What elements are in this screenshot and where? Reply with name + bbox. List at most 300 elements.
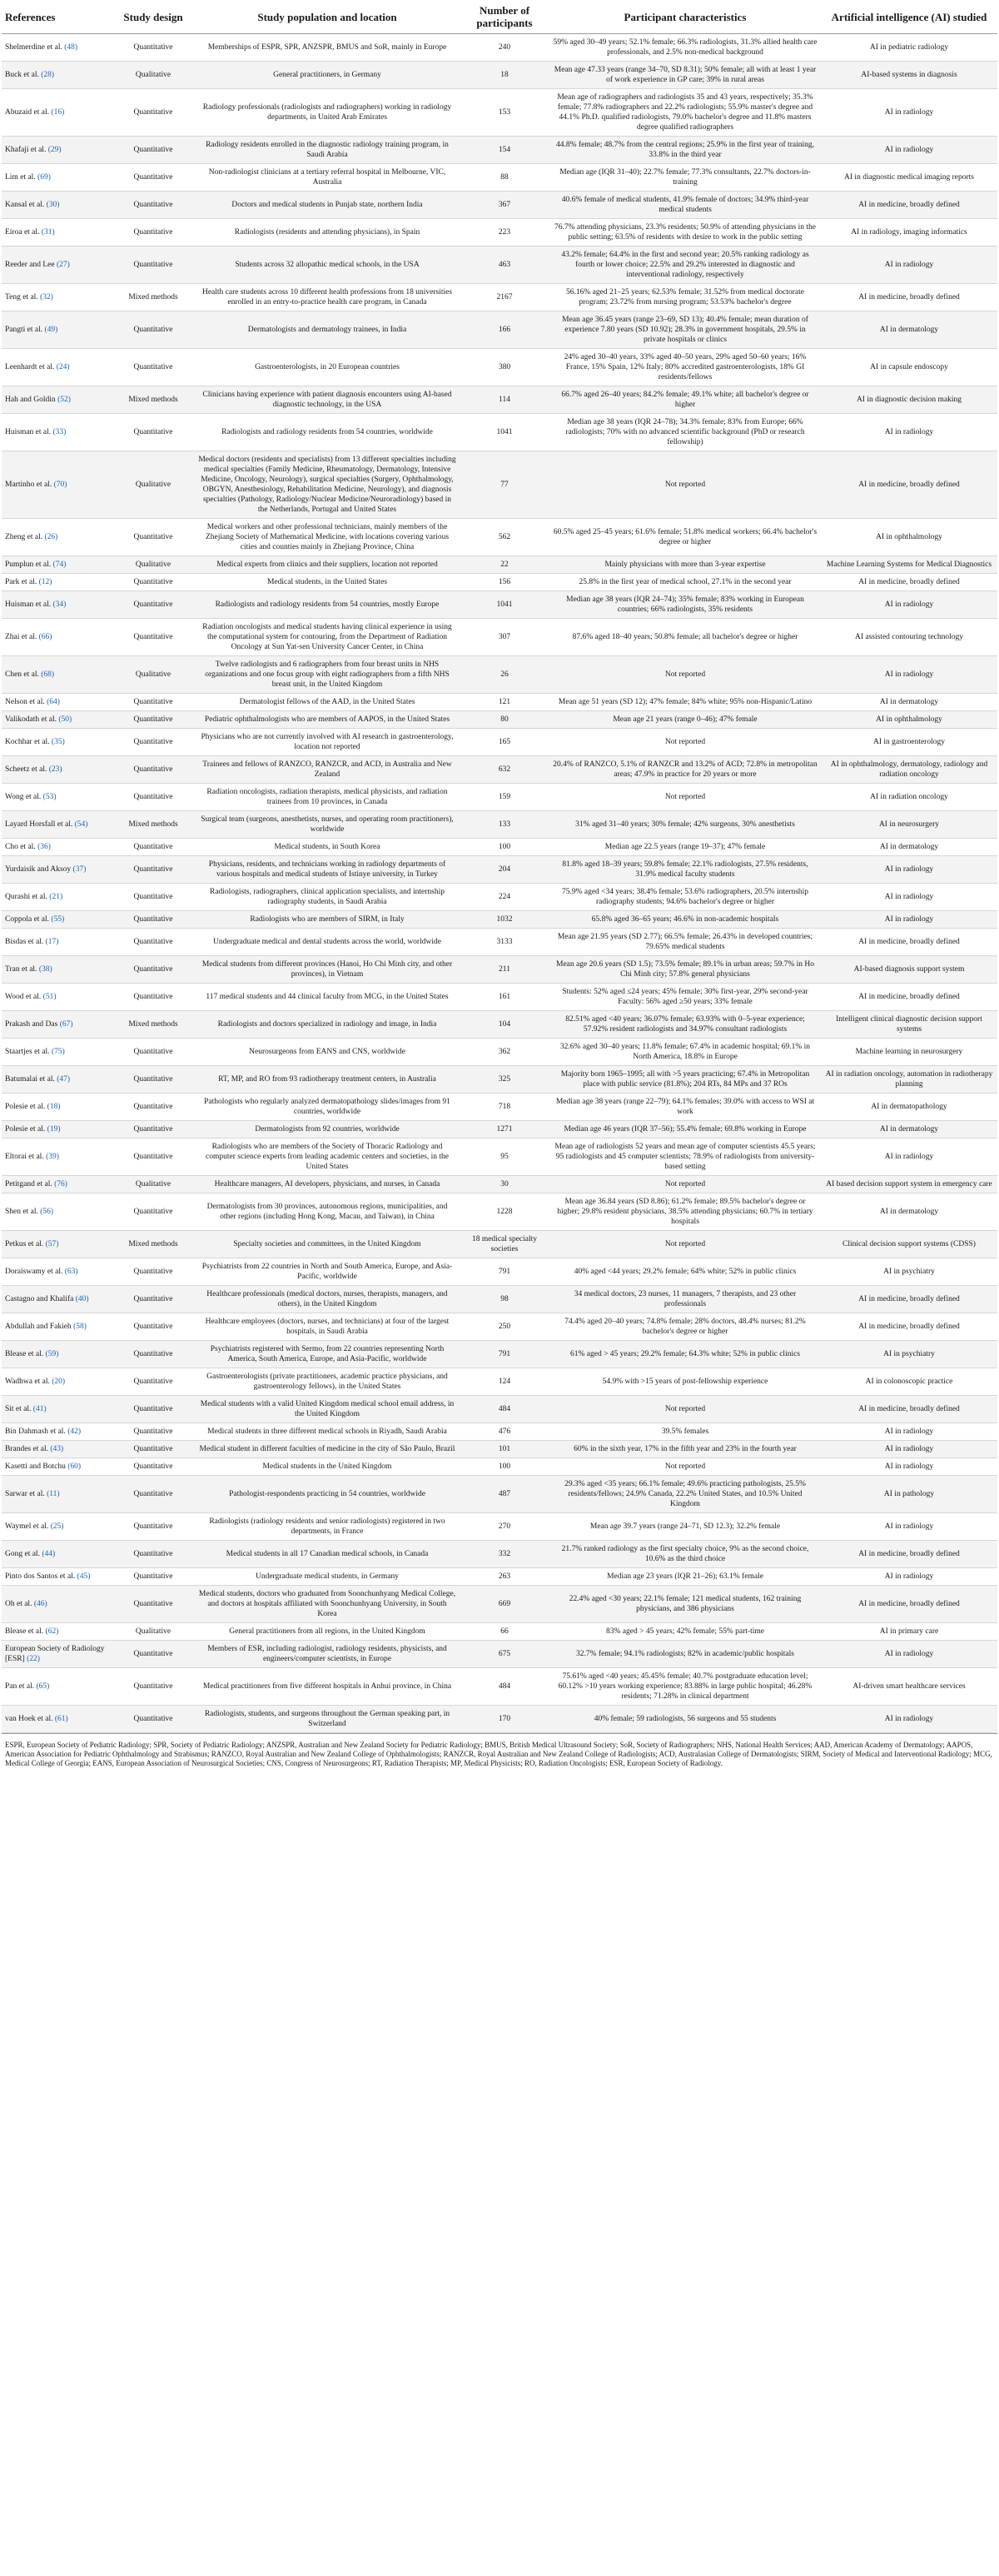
- cell-study-design: Quantitative: [112, 34, 195, 62]
- cell-reference: [2, 574, 112, 591]
- reference-citation-link[interactable]: (50): [58, 715, 72, 724]
- cell-reference: [2, 1039, 112, 1066]
- cell-participant-characteristics: Majority born 1965–1995; all with >5 years practicing; 67.4% in Metropolitan place with public service (81.8%); 204 RTs, 84 MPs and 37 ROs: [549, 1066, 821, 1094]
- cell-study-population: Medical practitioners from five different hospitals in Anhui province, in China: [195, 1668, 460, 1706]
- reference-citation-link[interactable]: (29): [47, 146, 62, 154]
- cell-reference: [2, 1258, 112, 1286]
- reference-citation-link[interactable]: (34): [52, 600, 67, 609]
- cell-reference: [2, 1313, 112, 1341]
- reference-citation-link[interactable]: (46): [33, 1600, 47, 1608]
- reference-citation-link[interactable]: (44): [42, 1550, 56, 1558]
- cell-participant-count: 1041: [460, 414, 549, 451]
- cell-study-population: Radiologists who are members of SIRM, in Italy: [195, 911, 460, 929]
- cell-study-population: Psychiatrists from 22 countries in North and South America, Europe, and Asia-Pacific, worldwide: [195, 1258, 460, 1286]
- reference-citation-link[interactable]: (45): [77, 1572, 91, 1581]
- cell-study-design: Quantitative: [112, 1476, 195, 1513]
- cell-study-design: Quantitative: [112, 1039, 195, 1066]
- reference-citation-link[interactable]: (55): [51, 915, 65, 924]
- table-row: [2, 1313, 997, 1341]
- cell-ai-studied: AI in dermatology: [821, 694, 997, 711]
- reference-citation-link[interactable]: (25): [50, 1522, 64, 1531]
- cell-participant-count: 77: [460, 451, 549, 519]
- cell-participant-count: 1271: [460, 1121, 549, 1139]
- reference-citation-link[interactable]: (39): [46, 1153, 59, 1161]
- cell-study-design: Quantitative: [112, 984, 195, 1011]
- cell-ai-studied: AI in radiology: [821, 1423, 997, 1441]
- cell-participant-count: 98: [460, 1286, 549, 1313]
- cell-study-population: Radiologists, students, and surgeons throughout the German speaking part, in Switzerland: [195, 1706, 460, 1733]
- reference-citation-link[interactable]: (17): [45, 938, 59, 946]
- table-row: [2, 1121, 997, 1139]
- cell-participant-count: 367: [460, 192, 549, 219]
- cell-study-population: Medical students in three different medical schools in Riyadh, Saudi Arabia: [195, 1423, 460, 1441]
- cell-ai-studied: AI in radiology: [821, 137, 997, 164]
- cell-participant-count: 484: [460, 1396, 549, 1423]
- cell-participant-characteristics: Median age 46 years (IQR 37–56); 55.4% female; 69.8% working in Europe: [549, 1121, 821, 1139]
- reference-citation-link[interactable]: (58): [73, 1323, 87, 1331]
- cell-participant-characteristics: 65.8% aged 36–65 years; 46.6% in non-academic hospitals: [549, 911, 821, 929]
- cell-ai-studied: AI in ophthalmology: [821, 711, 997, 729]
- cell-study-design: Mixed methods: [112, 1231, 195, 1258]
- cell-ai-studied: AI in radiology: [821, 1641, 997, 1668]
- reference-citation-link[interactable]: (37): [72, 865, 87, 874]
- reference-citation-link[interactable]: (31): [41, 228, 55, 237]
- cell-participant-characteristics: 87.6% aged 18–40 years; 50.8% female; all bachelor's degree or higher: [549, 619, 821, 656]
- table-row: [2, 1623, 997, 1641]
- reference-author: Shelmerdine et al.: [5, 43, 62, 52]
- cell-study-design: Quantitative: [112, 89, 195, 137]
- reference-citation-link[interactable]: (56): [40, 1208, 54, 1216]
- reference-citation-link[interactable]: (19): [47, 1125, 61, 1134]
- cell-study-population: Medical doctors (residents and specialists) from 13 different specialties including medical specialties (Family Medicine, Rheumatology, Dermatology, Intensive Medicine, Oncology, Neurology), surgical specialties (Surgery, Ophthalmology, OBGYN, Anesthesiology, Rehabilitation Medicine, Neurology), and diagnosis specialties (Pathology, Radiology/Nuclear Medicine/Neuroradiology) based in the Netherlands, Portugal and United States: [195, 451, 460, 519]
- table-row: [2, 1231, 997, 1258]
- cell-participant-characteristics: 44.8% female; 48.7% from the central regions; 25.9% in the first year of training, 33.8% in the third year: [549, 137, 821, 164]
- table-row: [2, 884, 997, 911]
- cell-study-population: 117 medical students and 44 clinical faculty from MCG, in the United States: [195, 984, 460, 1011]
- cell-study-design: Quantitative: [112, 192, 195, 219]
- cell-reference: [2, 1286, 112, 1313]
- cell-participant-characteristics: Mean age 20.6 years (SD 1.5); 73.5% female; 89.1% in urban areas; 59.7% in Ho Chi Minh city; 57.8% general physicians: [549, 956, 821, 984]
- reference-citation-link[interactable]: (60): [67, 1462, 82, 1471]
- reference-citation-link[interactable]: (52): [57, 396, 71, 404]
- cell-participant-count: 22: [460, 556, 549, 574]
- table-row: [2, 34, 997, 62]
- cell-participant-count: 487: [460, 1476, 549, 1513]
- reference-citation-link[interactable]: (64): [47, 698, 60, 706]
- reference-citation-link[interactable]: (70): [53, 481, 67, 489]
- reference-citation-link[interactable]: (62): [45, 1627, 59, 1636]
- cell-participant-characteristics: 39.5% females: [549, 1423, 821, 1441]
- table-row: [2, 89, 997, 137]
- reference-citation-link[interactable]: (20): [52, 1378, 66, 1386]
- table-row: [2, 1341, 997, 1368]
- cell-reference: [2, 1441, 112, 1458]
- reference-citation-link[interactable]: (65): [36, 1682, 50, 1691]
- cell-reference: [2, 1623, 112, 1641]
- cell-participant-count: 101: [460, 1441, 549, 1458]
- cell-participant-count: 1041: [460, 591, 549, 619]
- reference-citation-link[interactable]: (53): [42, 793, 57, 801]
- cell-study-population: Pediatric ophthalmologists who are members of AAPOS, in the United States: [195, 711, 460, 729]
- cell-ai-studied: AI in medicine, broadly defined: [821, 1313, 997, 1341]
- reference-author: Oh et al.: [5, 1600, 32, 1608]
- cell-study-population: Pathologist-respondents practicing in 54 countries, worldwide: [195, 1476, 460, 1513]
- cell-study-design: Quantitative: [112, 911, 195, 929]
- cell-participant-count: 204: [460, 856, 549, 884]
- cell-study-population: Medical students from different provinces (Hanoi, Ho Chi Minh city, and other provinces), in Vietnam: [195, 956, 460, 984]
- reference-author: Abuzaid et al.: [5, 108, 50, 117]
- cell-ai-studied: Clinical decision support systems (CDSS): [821, 1231, 997, 1258]
- reference-author: Buck et al.: [5, 71, 39, 79]
- cell-participant-count: 133: [460, 811, 549, 839]
- cell-participant-count: 675: [460, 1641, 549, 1668]
- cell-study-design: Quantitative: [112, 219, 195, 247]
- cell-study-population: Members of ESR, including radiologist, radiology residents, physicists, and engineers/computer scientists, in Europe: [195, 1641, 460, 1668]
- cell-study-population: Medical students in the United Kingdom: [195, 1458, 460, 1476]
- cell-participant-count: 1228: [460, 1193, 549, 1231]
- cell-study-design: Qualitative: [112, 1176, 195, 1193]
- cell-study-population: Physicians who are not currently involved with AI research in gastroenterology, location not reported: [195, 729, 460, 756]
- table-row: [2, 591, 997, 619]
- reference-citation-link[interactable]: (24): [56, 363, 70, 371]
- reference-citation-link[interactable]: (18): [47, 1103, 61, 1111]
- reference-author: Coppola et al.: [5, 915, 50, 924]
- cell-study-population: Twelve radiologists and 6 radiographers from four breast units in NHS organizations and one focus group with eight radiographers from a fifth NHS breast unit, in the United Kingdom: [195, 656, 460, 694]
- cell-study-population: Medical workers and other professional technicians, mainly members of the Zhejiang Society of Mathematical Medicine, with locations covering various cities and counties mainly in Zhejiang Province, China: [195, 519, 460, 556]
- cell-participant-characteristics: 29.3% aged <35 years; 66.1% female; 49.6% practicing pathologists, 25.5% residents/fellows; 24.9% Canada, 22.2% United States, and 10.5% United Kingdom: [549, 1476, 821, 1513]
- cell-reference: [2, 1706, 112, 1733]
- table-row: [2, 1094, 997, 1121]
- cell-study-design: Quantitative: [112, 884, 195, 911]
- table-row: [2, 137, 997, 164]
- reference-author: Sarwar et al.: [5, 1490, 45, 1498]
- table-row: [2, 839, 997, 856]
- cell-reference: [2, 519, 112, 556]
- reference-citation-link[interactable]: (11): [47, 1490, 60, 1498]
- cell-study-design: Qualitative: [112, 656, 195, 694]
- cell-reference: [2, 1176, 112, 1193]
- reference-citation-link[interactable]: (41): [32, 1405, 47, 1413]
- cell-study-design: Quantitative: [112, 414, 195, 451]
- cell-study-design: Quantitative: [112, 1193, 195, 1231]
- cell-participant-count: 211: [460, 956, 549, 984]
- cell-study-design: Quantitative: [112, 1396, 195, 1423]
- cell-study-design: Quantitative: [112, 856, 195, 884]
- reference-citation-link[interactable]: (16): [51, 108, 65, 117]
- reference-author: Reeder and Lee: [5, 261, 55, 269]
- cell-ai-studied: AI in radiation oncology: [821, 784, 997, 811]
- cell-ai-studied: AI-based diagnosis support system: [821, 956, 997, 984]
- cell-study-design: Quantitative: [112, 1441, 195, 1458]
- reference-citation-link[interactable]: (69): [37, 173, 51, 182]
- reference-citation-link[interactable]: (30): [46, 201, 60, 209]
- reference-author: Pinto dos Santos et al.: [5, 1572, 76, 1581]
- cell-participant-characteristics: 75.9% aged <34 years; 38.4% female; 53.6% radiographers, 20.5% internship radiography students; 94.6% bachelor's degree or higher: [549, 884, 821, 911]
- reference-author: Kochhar et al.: [5, 738, 50, 746]
- cell-participant-characteristics: 32.6% aged 30–40 years; 11.8% female; 67.4% in academic hospital; 69.1% in North America, 18.8% in Europe: [549, 1039, 821, 1066]
- cell-ai-studied: AI in radiology: [821, 1458, 997, 1476]
- cell-participant-characteristics: 60% in the sixth year, 17% in the fifth year and 23% in the fourth year: [549, 1441, 821, 1458]
- cell-participant-count: 250: [460, 1313, 549, 1341]
- reference-citation-link[interactable]: (38): [38, 965, 52, 974]
- reference-author: Blease et al.: [5, 1350, 44, 1358]
- cell-study-population: Radiologists and radiology residents from 54 countries, worldwide: [195, 414, 460, 451]
- cell-reference: [2, 1341, 112, 1368]
- cell-reference: [2, 451, 112, 519]
- cell-participant-count: 154: [460, 137, 549, 164]
- cell-ai-studied: AI in medicine, broadly defined: [821, 192, 997, 219]
- cell-participant-count: 332: [460, 1541, 549, 1568]
- cell-study-design: Quantitative: [112, 929, 195, 956]
- reference-author: Cho et al.: [5, 843, 36, 851]
- cell-ai-studied: AI in dermatology: [821, 1121, 997, 1139]
- cell-study-design: Quantitative: [112, 1341, 195, 1368]
- cell-ai-studied: AI in capsule endoscopy: [821, 349, 997, 386]
- reference-citation-link[interactable]: (21): [49, 893, 63, 901]
- cell-study-population: Medical students, in South Korea: [195, 839, 460, 856]
- cell-ai-studied: AI in primary care: [821, 1623, 997, 1641]
- reference-author: Wood et al.: [5, 993, 42, 1001]
- cell-study-design: Quantitative: [112, 1568, 195, 1586]
- reference-author: Prakash and Das: [5, 1020, 58, 1029]
- cell-study-design: Quantitative: [112, 694, 195, 711]
- cell-participant-count: 3133: [460, 929, 549, 956]
- table-row: [2, 1541, 997, 1568]
- cell-study-population: Medical students with a valid United Kingdom medical school email address, in the United Kingdom: [195, 1396, 460, 1423]
- reference-author: Petitgand et al.: [5, 1180, 52, 1188]
- cell-participant-count: 114: [460, 386, 549, 414]
- cell-reference: [2, 1121, 112, 1139]
- cell-study-population: Medical student in different faculties of medicine in the city of São Paulo, Brazil: [195, 1441, 460, 1458]
- reference-citation-link[interactable]: (49): [44, 326, 58, 334]
- cell-ai-studied: AI in dermatology: [821, 311, 997, 349]
- cell-study-design: Quantitative: [112, 247, 195, 284]
- reference-author: Bisdas et al.: [5, 938, 44, 946]
- cell-ai-studied: AI in radiology, imaging informatics: [821, 219, 997, 247]
- table-row: [2, 1706, 997, 1733]
- reference-citation-link[interactable]: (66): [38, 633, 52, 641]
- reference-citation-link[interactable]: (26): [44, 533, 58, 541]
- cell-participant-characteristics: 20.4% of RANZCO, 5.1% of RANZCR and 13.2% of ACD; 72.8% in metropolitan areas; 47.9% in practice for 20 years or more: [549, 756, 821, 784]
- cell-study-design: Quantitative: [112, 956, 195, 984]
- cell-study-design: Qualitative: [112, 1623, 195, 1641]
- cell-study-population: Doctors and medical students in Punjab state, northern India: [195, 192, 460, 219]
- cell-participant-count: 669: [460, 1586, 549, 1623]
- cell-participant-characteristics: 31% aged 31–40 years; 30% female; 42% surgeons, 30% anesthetists: [549, 811, 821, 839]
- reference-author: Huisman et al.: [5, 428, 52, 436]
- cell-participant-count: 30: [460, 1176, 549, 1193]
- reference-citation-link[interactable]: (51): [42, 993, 57, 1001]
- cell-participant-characteristics: Median age 38 years (IQR 24–78); 34.3% female; 83% from Europe; 66% radiologists; 70% with no advanced scientific background (PhD or research fellowship): [549, 414, 821, 451]
- reference-citation-link[interactable]: (68): [41, 670, 55, 679]
- cell-reference: [2, 247, 112, 284]
- cell-reference: [2, 694, 112, 711]
- cell-study-design: Quantitative: [112, 1423, 195, 1441]
- reference-author: Sit et al.: [5, 1405, 32, 1413]
- cell-reference: [2, 1476, 112, 1513]
- reference-citation-link[interactable]: (67): [59, 1020, 73, 1029]
- reference-citation-link[interactable]: (28): [41, 71, 55, 79]
- table-row: [2, 1368, 997, 1396]
- cell-participant-characteristics: 66.7% aged 26–40 years; 84.2% female; 49.1% white; all bachelor's degree or higher: [549, 386, 821, 414]
- reference-citation-link[interactable]: (23): [48, 765, 62, 774]
- reference-citation-link[interactable]: (74): [52, 561, 67, 569]
- cell-study-design: Quantitative: [112, 1258, 195, 1286]
- cell-ai-studied: AI in radiology: [821, 856, 997, 884]
- cell-study-population: Surgical team (surgeons, anesthetists, nurses, and operating room practitioners), worldwide: [195, 811, 460, 839]
- header-ai-studied: Artificial intelligence (AI) studied: [821, 0, 997, 34]
- cell-ai-studied: AI in diagnostic medical imaging reports: [821, 164, 997, 192]
- cell-participant-characteristics: Mean age 21 years (range 0–46); 47% female: [549, 711, 821, 729]
- reference-citation-link[interactable]: (43): [50, 1445, 64, 1453]
- reference-author: Park et al.: [5, 578, 37, 586]
- cell-participant-count: 165: [460, 729, 549, 756]
- cell-participant-characteristics: 76.7% attending physicians, 23.3% residents; 50.9% of attending physicians in the public setting; 63.5% of residents with desire to work in the public setting: [549, 219, 821, 247]
- reference-citation-link[interactable]: (75): [51, 1048, 65, 1056]
- cell-ai-studied: AI in radiology: [821, 414, 997, 451]
- cell-ai-studied: AI in radiology: [821, 1513, 997, 1541]
- table-body: [2, 34, 997, 1733]
- cell-ai-studied: AI in medicine, broadly defined: [821, 451, 997, 519]
- cell-study-design: Quantitative: [112, 1094, 195, 1121]
- cell-reference: [2, 1396, 112, 1423]
- reference-author: Petkus et al.: [5, 1240, 44, 1248]
- cell-participant-characteristics: Mean age of radiographers and radiologists 35 and 43 years, respectively; 35.3% female; 77.8% radiographers and 22.2% radiologists; 55.9% master's degree and 44.1% Ph.D. qualified radiologists, 79.0% bachelor's degree and 11.8% masters degree qualified radiographers: [549, 89, 821, 137]
- cell-participant-characteristics: Median age (IQR 31–40); 22.7% female; 77.3% consultants, 22.7% doctors-in-training: [549, 164, 821, 192]
- cell-participant-count: 224: [460, 884, 549, 911]
- table-row: [2, 247, 997, 284]
- table-row: [2, 1258, 997, 1286]
- cell-study-population: Radiologists and radiology residents from 54 countries, mostly Europe: [195, 591, 460, 619]
- cell-study-population: Healthcare managers, AI developers, physicians, and nurses, in Canada: [195, 1176, 460, 1193]
- reference-author: Bin Dahmash et al.: [5, 1428, 66, 1436]
- cell-ai-studied: AI in medicine, broadly defined: [821, 1541, 997, 1568]
- header-number-of-participants: Number of participants: [460, 0, 549, 34]
- cell-participant-characteristics: Not reported: [549, 1458, 821, 1476]
- cell-reference: [2, 414, 112, 451]
- cell-study-population: Undergraduate medical and dental students across the world, worldwide: [195, 929, 460, 956]
- cell-participant-characteristics: 34 medical doctors, 23 nurses, 11 managers, 7 therapists, and 23 other professionals: [549, 1286, 821, 1313]
- reference-citation-link[interactable]: (40): [75, 1295, 89, 1303]
- table-row: [2, 574, 997, 591]
- table-row: [2, 1476, 997, 1513]
- cell-ai-studied: AI in radiology: [821, 884, 997, 911]
- cell-reference: [2, 1541, 112, 1568]
- table-row: [2, 1066, 997, 1094]
- cell-reference: [2, 1458, 112, 1476]
- reference-citation-link[interactable]: (59): [45, 1350, 59, 1358]
- cell-study-population: Memberships of ESPR, SPR, ANZSPR, BMUS and SoR, mainly in Europe: [195, 34, 460, 62]
- reference-citation-link[interactable]: (47): [57, 1075, 71, 1084]
- reference-citation-link[interactable]: (27): [56, 261, 70, 269]
- reference-citation-link[interactable]: (48): [64, 43, 78, 52]
- cell-participant-characteristics: 21.7% ranked radiology as the first specialty choice, 9% as the second choice, 10.6% as the third choice: [549, 1541, 821, 1568]
- study-characteristics-table: [2, 0, 997, 1733]
- cell-participant-count: 153: [460, 89, 549, 137]
- cell-study-design: Quantitative: [112, 1668, 195, 1706]
- cell-ai-studied: AI in radiology: [821, 911, 997, 929]
- table-row: [2, 956, 997, 984]
- table-row: [2, 619, 997, 656]
- table-row: [2, 1396, 997, 1423]
- cell-reference: [2, 619, 112, 656]
- reference-citation-link[interactable]: (22): [27, 1655, 40, 1663]
- cell-study-population: Psychiatrists registered with Sermo, from 22 countries representing North America, South America, Europe, and Asia-Pacific, worldwide: [195, 1341, 460, 1368]
- reference-citation-link[interactable]: (76): [54, 1180, 67, 1188]
- cell-participant-characteristics: Median age 23 years (IQR 21–26); 63.1% female: [549, 1568, 821, 1586]
- cell-study-population: Neurosurgeons from EANS and CNS, worldwide: [195, 1039, 460, 1066]
- reference-author: Staartjes et al.: [5, 1048, 50, 1056]
- cell-reference: [2, 856, 112, 884]
- cell-ai-studied: AI in gastroenterology: [821, 729, 997, 756]
- reference-author: Huisman et al.: [5, 600, 52, 609]
- table-row: [2, 556, 997, 574]
- reference-author: Wadhwa et al.: [5, 1378, 50, 1386]
- reference-citation-link[interactable]: (32): [40, 293, 53, 301]
- reference-citation-link[interactable]: (33): [52, 428, 67, 436]
- reference-author: Polesie et al.: [5, 1125, 46, 1134]
- reference-author: Pumplun et al.: [5, 561, 52, 569]
- table-row: [2, 192, 997, 219]
- reference-author: Abdullah and Fakieh: [5, 1323, 72, 1331]
- cell-study-design: Mixed methods: [112, 1011, 195, 1039]
- cell-participant-characteristics: Not reported: [549, 784, 821, 811]
- cell-study-design: Quantitative: [112, 591, 195, 619]
- reference-citation-link[interactable]: (54): [74, 820, 88, 829]
- reference-citation-link[interactable]: (42): [67, 1428, 82, 1436]
- cell-study-population: Students across 32 allopathic medical schools, in the USA: [195, 247, 460, 284]
- cell-reference: [2, 1423, 112, 1441]
- cell-participant-characteristics: Not reported: [549, 1231, 821, 1258]
- cell-ai-studied: AI in pediatric radiology: [821, 34, 997, 62]
- cell-study-design: Qualitative: [112, 62, 195, 89]
- cell-ai-studied: AI in colonoscopic practice: [821, 1368, 997, 1396]
- cell-reference: [2, 1193, 112, 1231]
- cell-study-design: Quantitative: [112, 1066, 195, 1094]
- cell-study-population: Health care students across 10 different health professions from 18 universities enrolled in an entry-to-practice health care program, in Canada: [195, 284, 460, 311]
- reference-author: Shen et al.: [5, 1208, 38, 1216]
- cell-participant-characteristics: 40% aged <44 years; 29.2% female; 64% white; 52% in public clinics: [549, 1258, 821, 1286]
- cell-ai-studied: AI in psychiatry: [821, 1341, 997, 1368]
- reference-citation-link[interactable]: (61): [54, 1715, 68, 1723]
- reference-citation-link[interactable]: (35): [51, 738, 65, 746]
- reference-citation-link[interactable]: (12): [38, 578, 52, 586]
- cell-reference: [2, 192, 112, 219]
- cell-reference: [2, 811, 112, 839]
- reference-author: Zhai et al.: [5, 633, 37, 641]
- cell-study-population: Dermatologist fellows of the AAD, in the United States: [195, 694, 460, 711]
- cell-study-design: Quantitative: [112, 1368, 195, 1396]
- cell-study-population: Medical students, in the United States: [195, 574, 460, 591]
- cell-reference: [2, 556, 112, 574]
- cell-study-design: Quantitative: [112, 311, 195, 349]
- reference-citation-link[interactable]: (57): [45, 1240, 59, 1248]
- cell-study-population: Non-radiologist clinicians at a tertiary referral hospital in Melbourne, VIC, Australia: [195, 164, 460, 192]
- cell-ai-studied: AI in radiology: [821, 1139, 997, 1176]
- cell-participant-count: 240: [460, 34, 549, 62]
- reference-author: Kasetti and Botchu: [5, 1462, 66, 1471]
- cell-participant-characteristics: Mean age 21.95 years (SD 2.77); 66.5% female; 26.43% in developed countries; 79.65% medical students: [549, 929, 821, 956]
- table-row: [2, 284, 997, 311]
- cell-reference: [2, 911, 112, 929]
- cell-study-design: Quantitative: [112, 1706, 195, 1733]
- cell-participant-count: 1032: [460, 911, 549, 929]
- reference-citation-link[interactable]: (63): [64, 1268, 78, 1276]
- reference-citation-link[interactable]: (36): [37, 843, 51, 851]
- cell-participant-characteristics: Not reported: [549, 656, 821, 694]
- cell-ai-studied: AI in radiology: [821, 247, 997, 284]
- reference-author: European Society of Radiology [ESR]: [5, 1645, 105, 1663]
